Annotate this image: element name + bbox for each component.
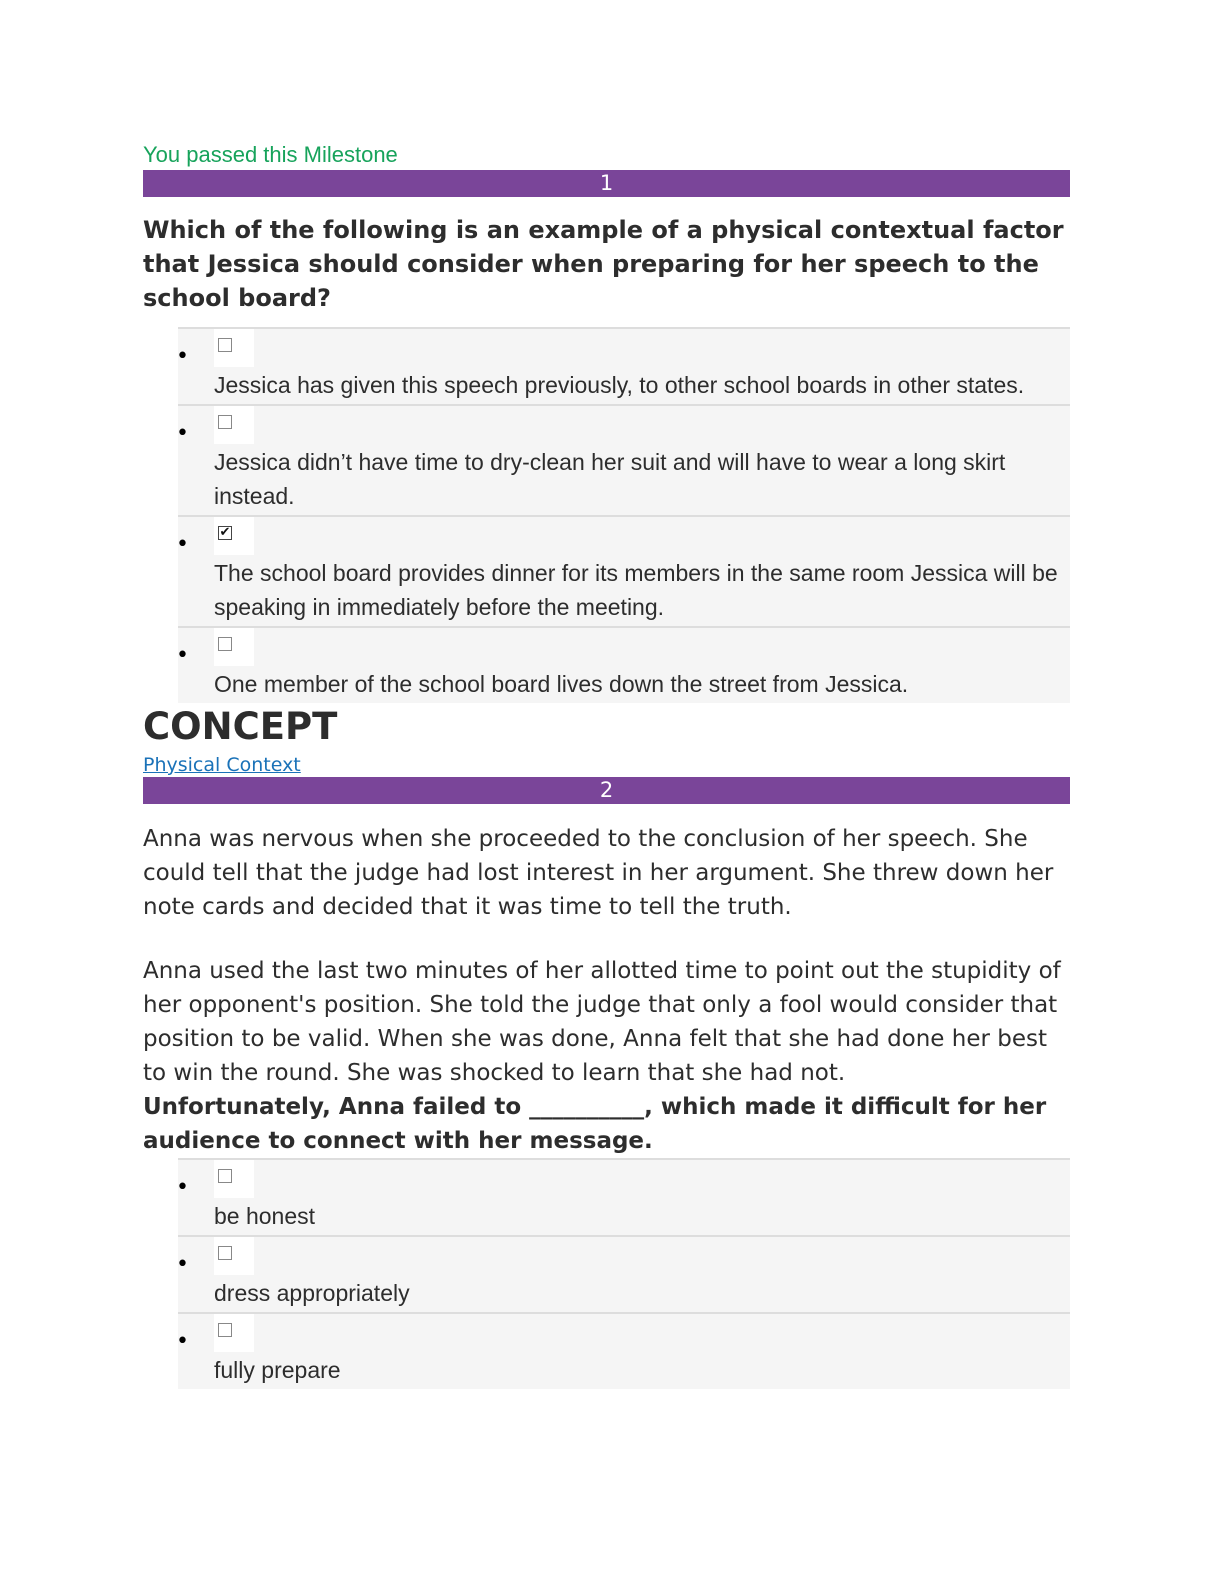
checkmark-icon: ✔ bbox=[219, 525, 231, 540]
quiz-page bbox=[143, 140, 1070, 1389]
question-2-prompt: Unfortunately, Anna failed to __________, which made it difficult for her audience to connect with her message. bbox=[143, 1094, 1047, 1154]
answer-checkbox[interactable] bbox=[218, 1323, 232, 1337]
concept-heading: CONCEPT bbox=[143, 705, 338, 748]
answer-option[interactable] bbox=[178, 1312, 1070, 1389]
question-1-number-bar: 1 bbox=[143, 170, 1070, 197]
concept-link[interactable]: Physical Context bbox=[143, 754, 301, 776]
bullet-icon: • bbox=[176, 1175, 189, 1200]
bullet-icon: • bbox=[176, 344, 189, 369]
question-1-prompt: Which of the following is an example of a physical contextual factor that Jessica should consider when preparing for her speech to the school board? bbox=[143, 216, 1064, 312]
answer-option[interactable] bbox=[178, 327, 1070, 404]
answer-text: One member of the school board lives down the street from Jessica. bbox=[214, 671, 909, 697]
answer-option[interactable] bbox=[178, 404, 1070, 515]
question-2-answer-list bbox=[178, 1158, 1070, 1389]
bullet-icon: • bbox=[176, 532, 189, 557]
answer-text: Jessica has given this speech previously, to other school boards in other states. bbox=[214, 372, 1025, 398]
answer-checkbox-checked[interactable] bbox=[218, 526, 232, 540]
question-1-answer-list bbox=[178, 327, 1070, 703]
answer-checkbox[interactable] bbox=[218, 1169, 232, 1183]
answer-text: The school board provides dinner for its members in the same room Jessica will be speaking in immediately before the meeting. bbox=[214, 560, 1058, 620]
question-2-number-bar: 2 bbox=[143, 777, 1070, 804]
answer-text: dress appropriately bbox=[214, 1280, 410, 1306]
answer-checkbox[interactable] bbox=[218, 637, 232, 651]
question-2-paragraph-2: Anna used the last two minutes of her allotted time to point out the stupidity of her opponent's position. She told the judge that only a fool would consider that position to be valid. When she was done, Anna felt that she had done her best to win the round. She was shocked to learn that she had not. bbox=[143, 958, 1061, 1086]
bullet-icon: • bbox=[176, 1252, 189, 1277]
answer-text: fully prepare bbox=[214, 1357, 341, 1383]
answer-option[interactable] bbox=[178, 626, 1070, 703]
answer-option[interactable] bbox=[178, 1235, 1070, 1312]
bullet-icon: • bbox=[176, 1329, 189, 1354]
question-2-paragraph-1: Anna was nervous when she proceeded to the conclusion of her speech. She could tell that the judge had lost interest in her argument. She threw down her note cards and decided that it was time to tell the truth. bbox=[143, 826, 1054, 920]
answer-option[interactable] bbox=[178, 515, 1070, 626]
bullet-icon: • bbox=[176, 643, 189, 668]
answer-checkbox[interactable] bbox=[218, 1246, 232, 1260]
answer-checkbox[interactable] bbox=[218, 338, 232, 352]
bullet-icon: • bbox=[176, 421, 189, 446]
answer-checkbox[interactable] bbox=[218, 415, 232, 429]
answer-text: Jessica didn’t have time to dry-clean her suit and will have to wear a long skirt instead. bbox=[214, 449, 1006, 509]
milestone-status: You passed this Milestone bbox=[143, 142, 398, 167]
answer-text: be honest bbox=[214, 1203, 316, 1229]
answer-option[interactable] bbox=[178, 1158, 1070, 1235]
